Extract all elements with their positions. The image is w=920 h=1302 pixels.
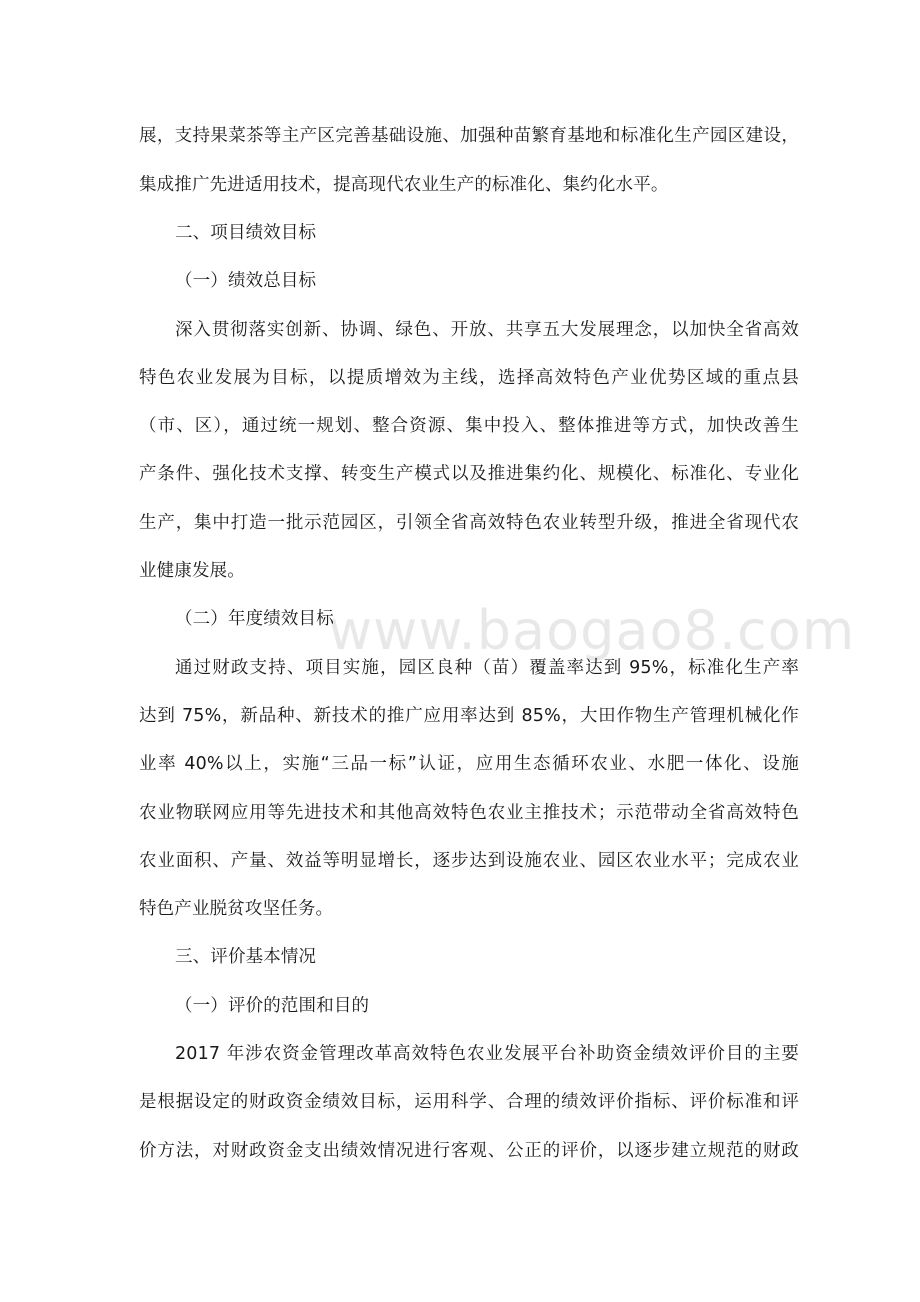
paragraph-line: 2017 年涉农资金管理改革高效特色农业发展平台补助资金绩效评价目的主要 — [175, 1044, 799, 1064]
paragraph-line: 业健康发展。 — [139, 561, 245, 581]
watermark: www.baogao8.com — [328, 599, 856, 662]
paragraph-line: 业率 40%以上，实施“三品一标”认证，应用生态循环农业、水肥一体化、设施 — [139, 754, 799, 774]
paragraph-line: 特色产业脱贫攻坚任务。 — [139, 899, 334, 919]
paragraph-line: 通过财政支持、项目实施，园区良种（苗）覆盖率达到 95%，标准化生产率 — [175, 658, 799, 678]
paragraph-line: 特色农业发展为目标，以提质增效为主线，选择高效特色产业优势区域的重点县 — [139, 368, 799, 388]
subsection-heading: （二）年度绩效目标 — [175, 609, 334, 629]
paragraph-line: 是根据设定的财政资金绩效目标，运用科学、合理的绩效评价指标、评价标准和评 — [139, 1092, 799, 1112]
section-heading: 二、项目绩效目标 — [175, 223, 317, 243]
paragraph-line: 深入贯彻落实创新、协调、绿色、开放、共享五大发展理念，以加快全省高效 — [175, 320, 799, 340]
paragraph-line: 农业物联网应用等先进技术和其他高效特色农业主推技术；示范带动全省高效特色 — [139, 803, 799, 823]
subsection-heading: （一）评价的范围和目的 — [175, 996, 370, 1016]
section-heading: 三、评价基本情况 — [175, 947, 317, 967]
subsection-heading: （一）绩效总目标 — [175, 271, 317, 291]
paragraph-line: 展，支持果菜茶等主产区完善基础设施、加强种苗繁育基地和标准化生产园区建设， — [139, 126, 799, 146]
paragraph-line: （市、区），通过统一规划、整合资源、集中投入、整体推进等方式，加快改善生 — [139, 416, 799, 436]
paragraph-line: 生产，集中打造一批示范园区，引领全省高效特色农业转型升级，推进全省现代农 — [139, 513, 799, 533]
paragraph-line: 农业面积、产量、效益等明显增长，逐步达到设施农业、园区农业水平；完成农业 — [139, 851, 799, 871]
paragraph-line: 价方法，对财政资金支出绩效情况进行客观、公正的评价，以逐步建立规范的财政 — [139, 1141, 799, 1161]
paragraph-line: 产条件、强化技术支撑、转变生产模式以及推进集约化、规模化、标准化、专业化 — [139, 464, 799, 484]
paragraph-line: 达到 75%，新品种、新技术的推广应用率达到 85%，大田作物生产管理机械化作 — [139, 706, 799, 726]
paragraph-line: 集成推广先进适用技术，提高现代农业生产的标准化、集约化水平。 — [139, 175, 669, 195]
